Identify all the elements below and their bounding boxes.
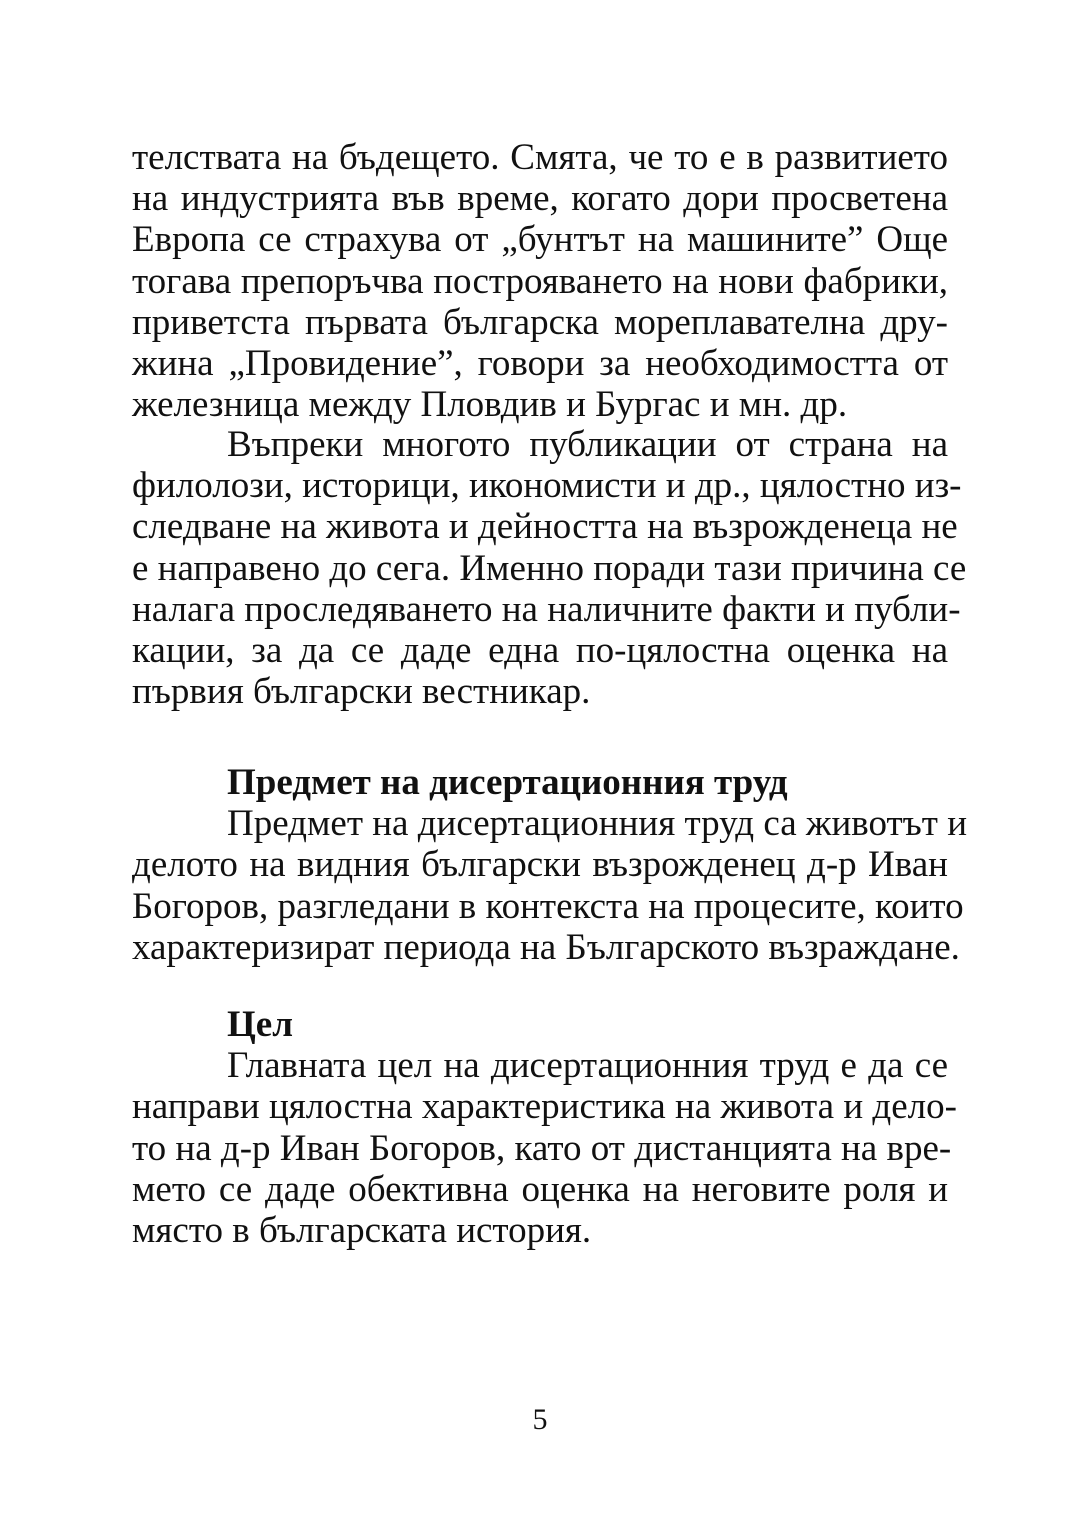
text-line: то на д-р Иван Богоров, като от дистанцията на вре-	[132, 1127, 952, 1169]
text-line: налага проследяването на наличните факти и публи-	[132, 588, 961, 630]
page-number: 5	[532, 1403, 548, 1436]
text-line: Предмет на дисертационния труд са животът и	[227, 803, 967, 845]
text-line: първия български вестникар.	[132, 671, 591, 713]
text-line: направи цялостна характеристика на живота и дело-	[132, 1086, 957, 1128]
text-line: приветста първата българска мореплавателна дру-	[132, 301, 948, 343]
section-heading: Предмет на дисертационния труд	[227, 762, 788, 803]
text-line: телствата на бъдещето. Смята, че то е в развитието	[132, 137, 948, 178]
paragraph-2	[132, 424, 967, 713]
text-line: тогава препоръчва построяването на нови фабрики,	[132, 260, 948, 302]
text-line: железница между Пловдив и Бургас и мн. др.	[132, 384, 848, 426]
text-line: Въпреки многото публикации от страна на	[227, 424, 948, 465]
section-goal	[132, 1004, 957, 1251]
text-line: Богоров, разгледани в контекста на процесите, които	[132, 885, 964, 927]
section-heading: Цел	[227, 1004, 293, 1045]
paragraph-1	[132, 137, 948, 425]
text-line: делото на видния български възрожденец д-р Иван	[132, 844, 948, 886]
text-line: характеризират периода на Българското възраждане.	[132, 926, 960, 968]
text-line: на индустрията във време, когато дори просветена	[132, 178, 948, 220]
text-line: Главната цел на дисертационния труд е да се	[227, 1045, 948, 1087]
text-line: жина „Провидение”, говори за необходимостта от	[132, 342, 948, 384]
text-line: е направено до сега. Именно поради тази причина се	[132, 547, 967, 589]
text-line: следване на живота и дейността на възрожденеца не	[132, 506, 958, 548]
text-line: мето се даде обективна оценка на неговите роля и	[132, 1168, 948, 1210]
text-line: филолози, историци, икономисти и др., цялостно из-	[132, 465, 962, 507]
section-subject	[132, 762, 967, 968]
text-line: кации, за да се даде една по-цялостна оценка на	[132, 629, 948, 671]
text-line: Европа се страхува от „бунтът на машините” Още	[132, 219, 948, 261]
text-line: място в българската история.	[132, 1209, 592, 1251]
